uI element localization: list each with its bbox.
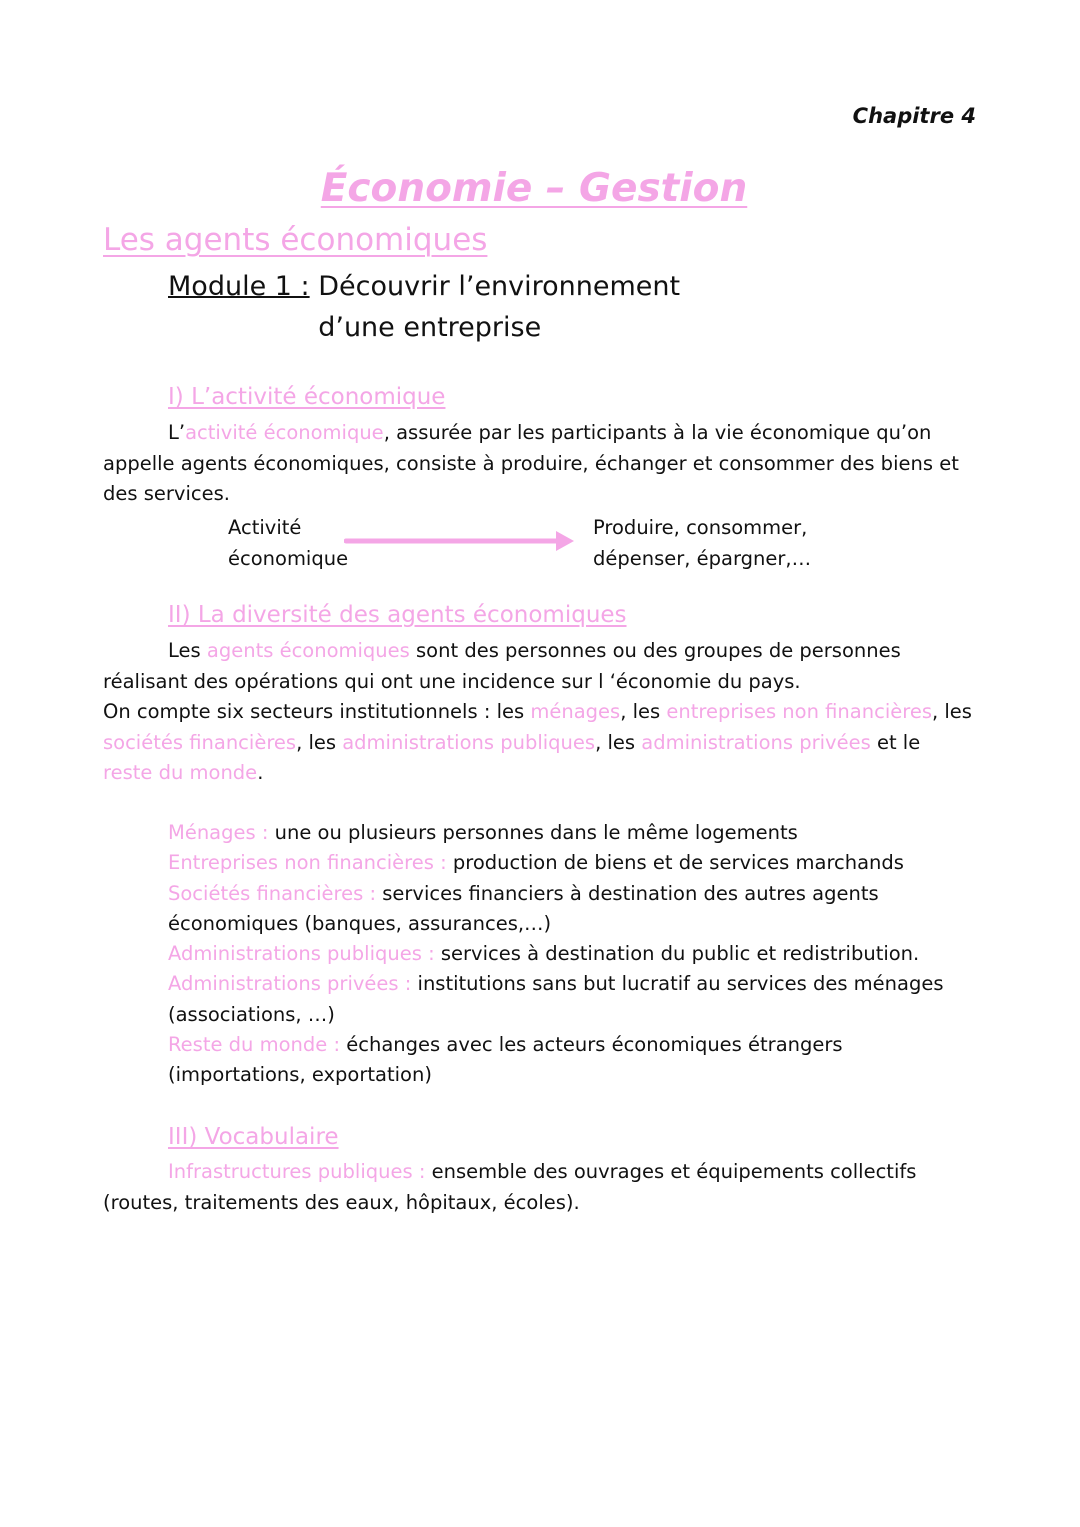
- text: , les: [620, 700, 667, 723]
- sector-entreprises: entreprises non financières: [666, 700, 932, 723]
- text: , les: [931, 700, 972, 723]
- text: On compte six secteurs institutionnels : les: [103, 700, 531, 723]
- definition-text: services à destination du public et redistribution.: [434, 942, 920, 966]
- text: , les: [595, 730, 642, 754]
- sector-reste-monde: reste du monde: [103, 761, 258, 784]
- sector-admin-publiques: administrations publiques: [342, 730, 596, 754]
- section-3-paragraph: [103, 1157, 983, 1218]
- text: et le: [870, 730, 921, 754]
- text: .: [257, 761, 264, 784]
- module-text: Découvrir l’environnement d’une entreprise: [318, 271, 681, 343]
- definition-term: Sociétés financières :: [168, 881, 377, 905]
- definition-item: [168, 818, 983, 848]
- definition-text: production de biens et de services marchands: [446, 851, 904, 875]
- term-agents: agents économiques: [206, 639, 410, 662]
- page-title: Économie – Gestion: [320, 166, 748, 211]
- definition-text: une ou plusieurs personnes dans le même logements: [268, 821, 798, 844]
- chapter-label: Chapitre 4: [852, 104, 976, 128]
- definition-item: [168, 879, 983, 940]
- term-infrastructures: Infrastructures publiques :: [168, 1160, 426, 1183]
- subtitle: Les agents économiques: [103, 222, 488, 258]
- definition-term: Administrations privées :: [168, 972, 412, 996]
- sector-admin-privees: administrations privées: [641, 730, 871, 754]
- definition-term: Administrations publiques :: [168, 942, 435, 966]
- definition-text: services financiers à destination des autres agents économiques (banques, assurances,…): [168, 881, 879, 935]
- definition-term: Reste du monde :: [168, 1033, 341, 1057]
- definition-item: [168, 969, 983, 1030]
- module-label: Module 1 :: [168, 271, 310, 302]
- sector-societes: sociétés financières: [103, 730, 297, 754]
- definition-term: Entreprises non financières :: [168, 851, 447, 875]
- definitions-list: [168, 818, 983, 1091]
- definition-term: Ménages :: [168, 821, 269, 844]
- module-heading: [168, 266, 758, 348]
- diagram-left-label: Activité économique: [228, 516, 349, 570]
- text: L’: [168, 421, 186, 444]
- definition-text: échanges avec les acteurs économiques étrangers (importations, exportation): [168, 1033, 843, 1087]
- section-heading-3: III) Vocabulaire: [168, 1124, 339, 1150]
- text: , assurée par les participants à la vie économique qu’on appelle agents économiques, consiste à produire, échanger et consommer des biens et des services.: [103, 421, 959, 505]
- diagram-right-label: Produire, consommer, dépenser, épargner,…: [593, 516, 812, 570]
- section-1-paragraph: [103, 418, 983, 510]
- sector-menages: ménages: [530, 700, 621, 723]
- text: , les: [296, 730, 343, 754]
- term-activite: activité économique: [185, 421, 384, 444]
- section-2-paragraph-1: [103, 636, 983, 697]
- section-2-paragraph-2: [103, 697, 973, 789]
- definition-item: [168, 848, 983, 878]
- text: Les: [168, 639, 207, 662]
- section-heading-2: II) La diversité des agents économiques: [168, 602, 627, 628]
- definition-item: [168, 939, 983, 969]
- text: ensemble des ouvrages et équipements collectifs (routes, traitements des eaux, hôpitaux, écoles).: [103, 1160, 917, 1214]
- text: sont des personnes ou des groupes de personnes réalisant des opérations qui ont une incidence sur l ‘économie du pays.: [103, 639, 901, 693]
- definition-item: [168, 1030, 983, 1091]
- arrow-icon: [344, 527, 576, 555]
- section-heading-1: I) L’activité économique: [168, 384, 446, 410]
- definition-text: institutions sans but lucratif au services des ménages (associations, …): [168, 972, 944, 1026]
